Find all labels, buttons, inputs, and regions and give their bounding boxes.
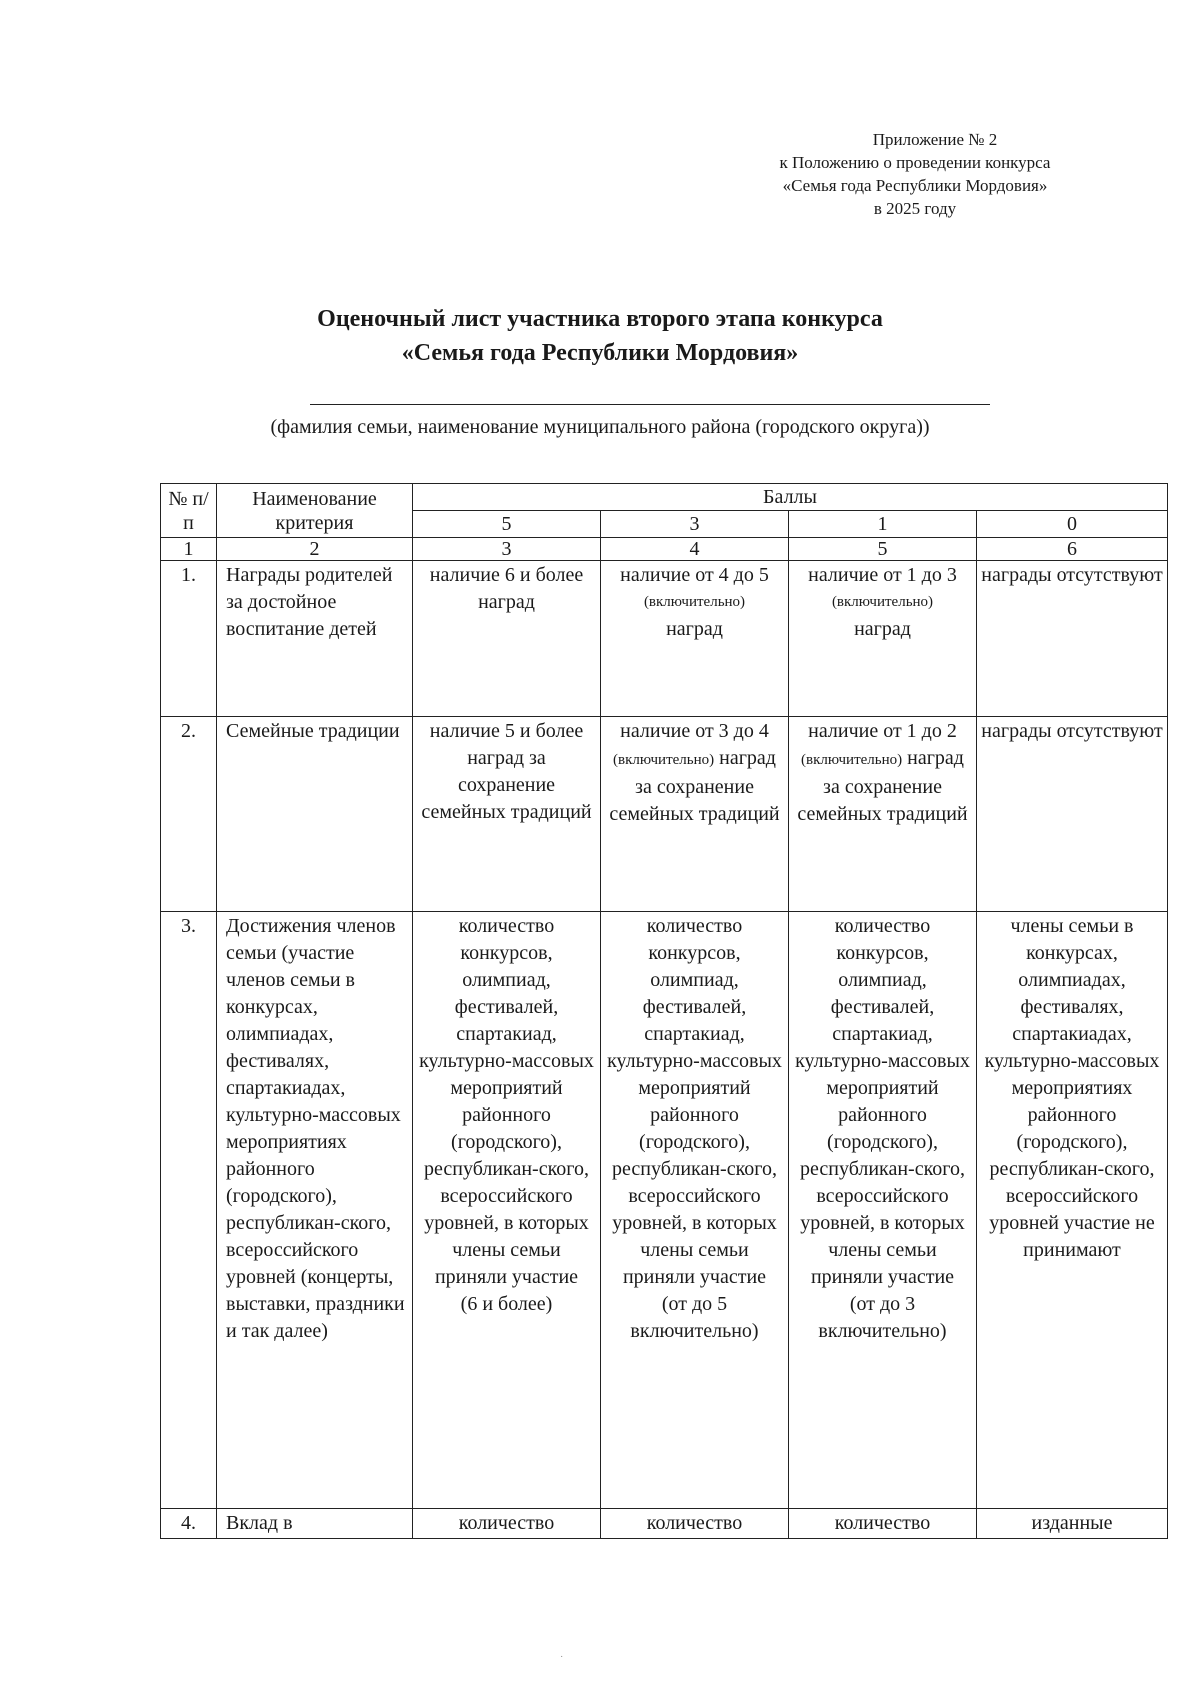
cell-text: наличие от 1 до 2 — [808, 720, 957, 742]
appendix-line-3: «Семья года Республики Мордовия» — [782, 176, 1048, 195]
cell-text: наличие от 3 до 4 — [620, 720, 769, 742]
criterion-name: Достижения членов семьи (участие членов семьи в конкурсах, олимпиадах, фестивалях, спартакиадах, культурно-массовых мероприятиях районного (городского), республикан-ского, всероссийского уровней (концерты, выставки, праздники и так далее) — [217, 912, 413, 1509]
criterion-name: Семейные традиции — [217, 717, 413, 912]
score-0: 0 — [977, 511, 1168, 538]
criterion-name: Награды родителей за достойное воспитание детей — [217, 561, 413, 717]
score-3-cell: количество — [601, 1509, 789, 1539]
scan-speck: ˙ — [560, 1655, 564, 1666]
score-0-cell: награды отсутствуют — [977, 561, 1168, 717]
score-0-cell: награды отсутствуют — [977, 717, 1168, 912]
table-row — [161, 1509, 1168, 1539]
score-5: 5 — [413, 511, 601, 538]
header-points: Баллы — [413, 484, 1168, 511]
appendix-line-1: Приложение № 2 — [872, 130, 998, 149]
title-line-1: Оценочный лист участника второго этапа конкурса — [317, 306, 883, 332]
fill-in-line — [310, 404, 990, 405]
score-1-cell — [789, 912, 977, 1509]
cell-text: наград — [666, 618, 723, 640]
appendix-line-4: в 2025 году — [873, 199, 957, 218]
column-number: 3 — [413, 538, 601, 561]
cell-note: (включительно) — [643, 594, 746, 610]
cell-text: количество конкурсов, олимпиад, фестивалей, спартакиад, культурно-массовых мероприятий районного (городского), республикан-ского, всероссийского уровней, в которых члены семьи приняли участие — [419, 915, 594, 1288]
row-number: 2. — [161, 717, 217, 912]
score-3-cell — [601, 561, 789, 717]
cell-text: наград за сохранение семейных традиций — [797, 747, 968, 825]
cell-text: наличие от 1 до 3 — [808, 564, 957, 586]
table-row — [161, 912, 1168, 1509]
column-number-row — [161, 538, 1168, 561]
column-number: 1 — [161, 538, 217, 561]
row-number: 3. — [161, 912, 217, 1509]
fill-in-caption: (фамилия семьи, наименование муниципального района (городского округа)) — [270, 416, 930, 438]
cell-text: количество конкурсов, олимпиад, фестивалей, спартакиад, культурно-массовых мероприятий районного (городского), республикан-ского, всероссийского уровней, в которых члены семьи приняли участие — [607, 915, 782, 1288]
score-3-cell — [601, 717, 789, 912]
cell-note: (6 и более) — [460, 1293, 553, 1315]
appendix-header — [745, 128, 1085, 220]
score-1-cell — [789, 717, 977, 912]
column-number: 6 — [977, 538, 1168, 561]
column-number: 5 — [789, 538, 977, 561]
score-5-cell: наличие 6 и более наград — [413, 561, 601, 717]
document-title — [160, 302, 1040, 370]
cell-text: количество конкурсов, олимпиад, фестивалей, спартакиад, культурно-массовых мероприятий районного (городского), республикан-ского, всероссийского уровней, в которых члены семьи приняли участие — [795, 915, 970, 1288]
cell-note: (включительно) — [831, 594, 934, 610]
header-row — [161, 484, 1168, 511]
score-5-cell: количество — [413, 1509, 601, 1539]
row-number: 4. — [161, 1509, 217, 1539]
score-0-cell: изданные — [977, 1509, 1168, 1539]
column-number: 4 — [601, 538, 789, 561]
cell-note: (от до 5 включительно) — [630, 1293, 759, 1342]
score-5-cell — [413, 912, 601, 1509]
table-row — [161, 561, 1168, 717]
table-row — [161, 717, 1168, 912]
evaluation-table — [160, 483, 1168, 1539]
score-3-cell — [601, 912, 789, 1509]
cell-text: наличие от 4 до 5 — [620, 564, 769, 586]
header-criterion: Наименование критерия — [217, 484, 413, 538]
row-number: 1. — [161, 561, 217, 717]
score-1-cell — [789, 561, 977, 717]
score-1-cell: количество — [789, 1509, 977, 1539]
criterion-name: Вклад в — [217, 1509, 413, 1539]
cell-text: наград — [854, 618, 911, 640]
appendix-line-2: к Положению о проведении конкурса — [779, 153, 1051, 172]
cell-note: (включительно) — [801, 752, 903, 768]
title-line-2: «Семья года Республики Мордовия» — [401, 340, 799, 366]
header-num: № п/п — [161, 484, 217, 538]
score-5-cell: наличие 5 и более наград за сохранение семейных традиций — [413, 717, 601, 912]
column-number: 2 — [217, 538, 413, 561]
score-0-cell: члены семьи в конкурсах, олимпиадах, фестивалях, спартакиадах, культурно-массовых мероприятиях районного (городского), республикан-ского, всероссийского уровней участие не принимают — [977, 912, 1168, 1509]
score-1: 1 — [789, 511, 977, 538]
cell-note: (от до 3 включительно) — [818, 1293, 947, 1342]
cell-text: наград за сохранение семейных традиций — [609, 747, 780, 825]
score-3: 3 — [601, 511, 789, 538]
cell-note: (включительно) — [613, 752, 715, 768]
